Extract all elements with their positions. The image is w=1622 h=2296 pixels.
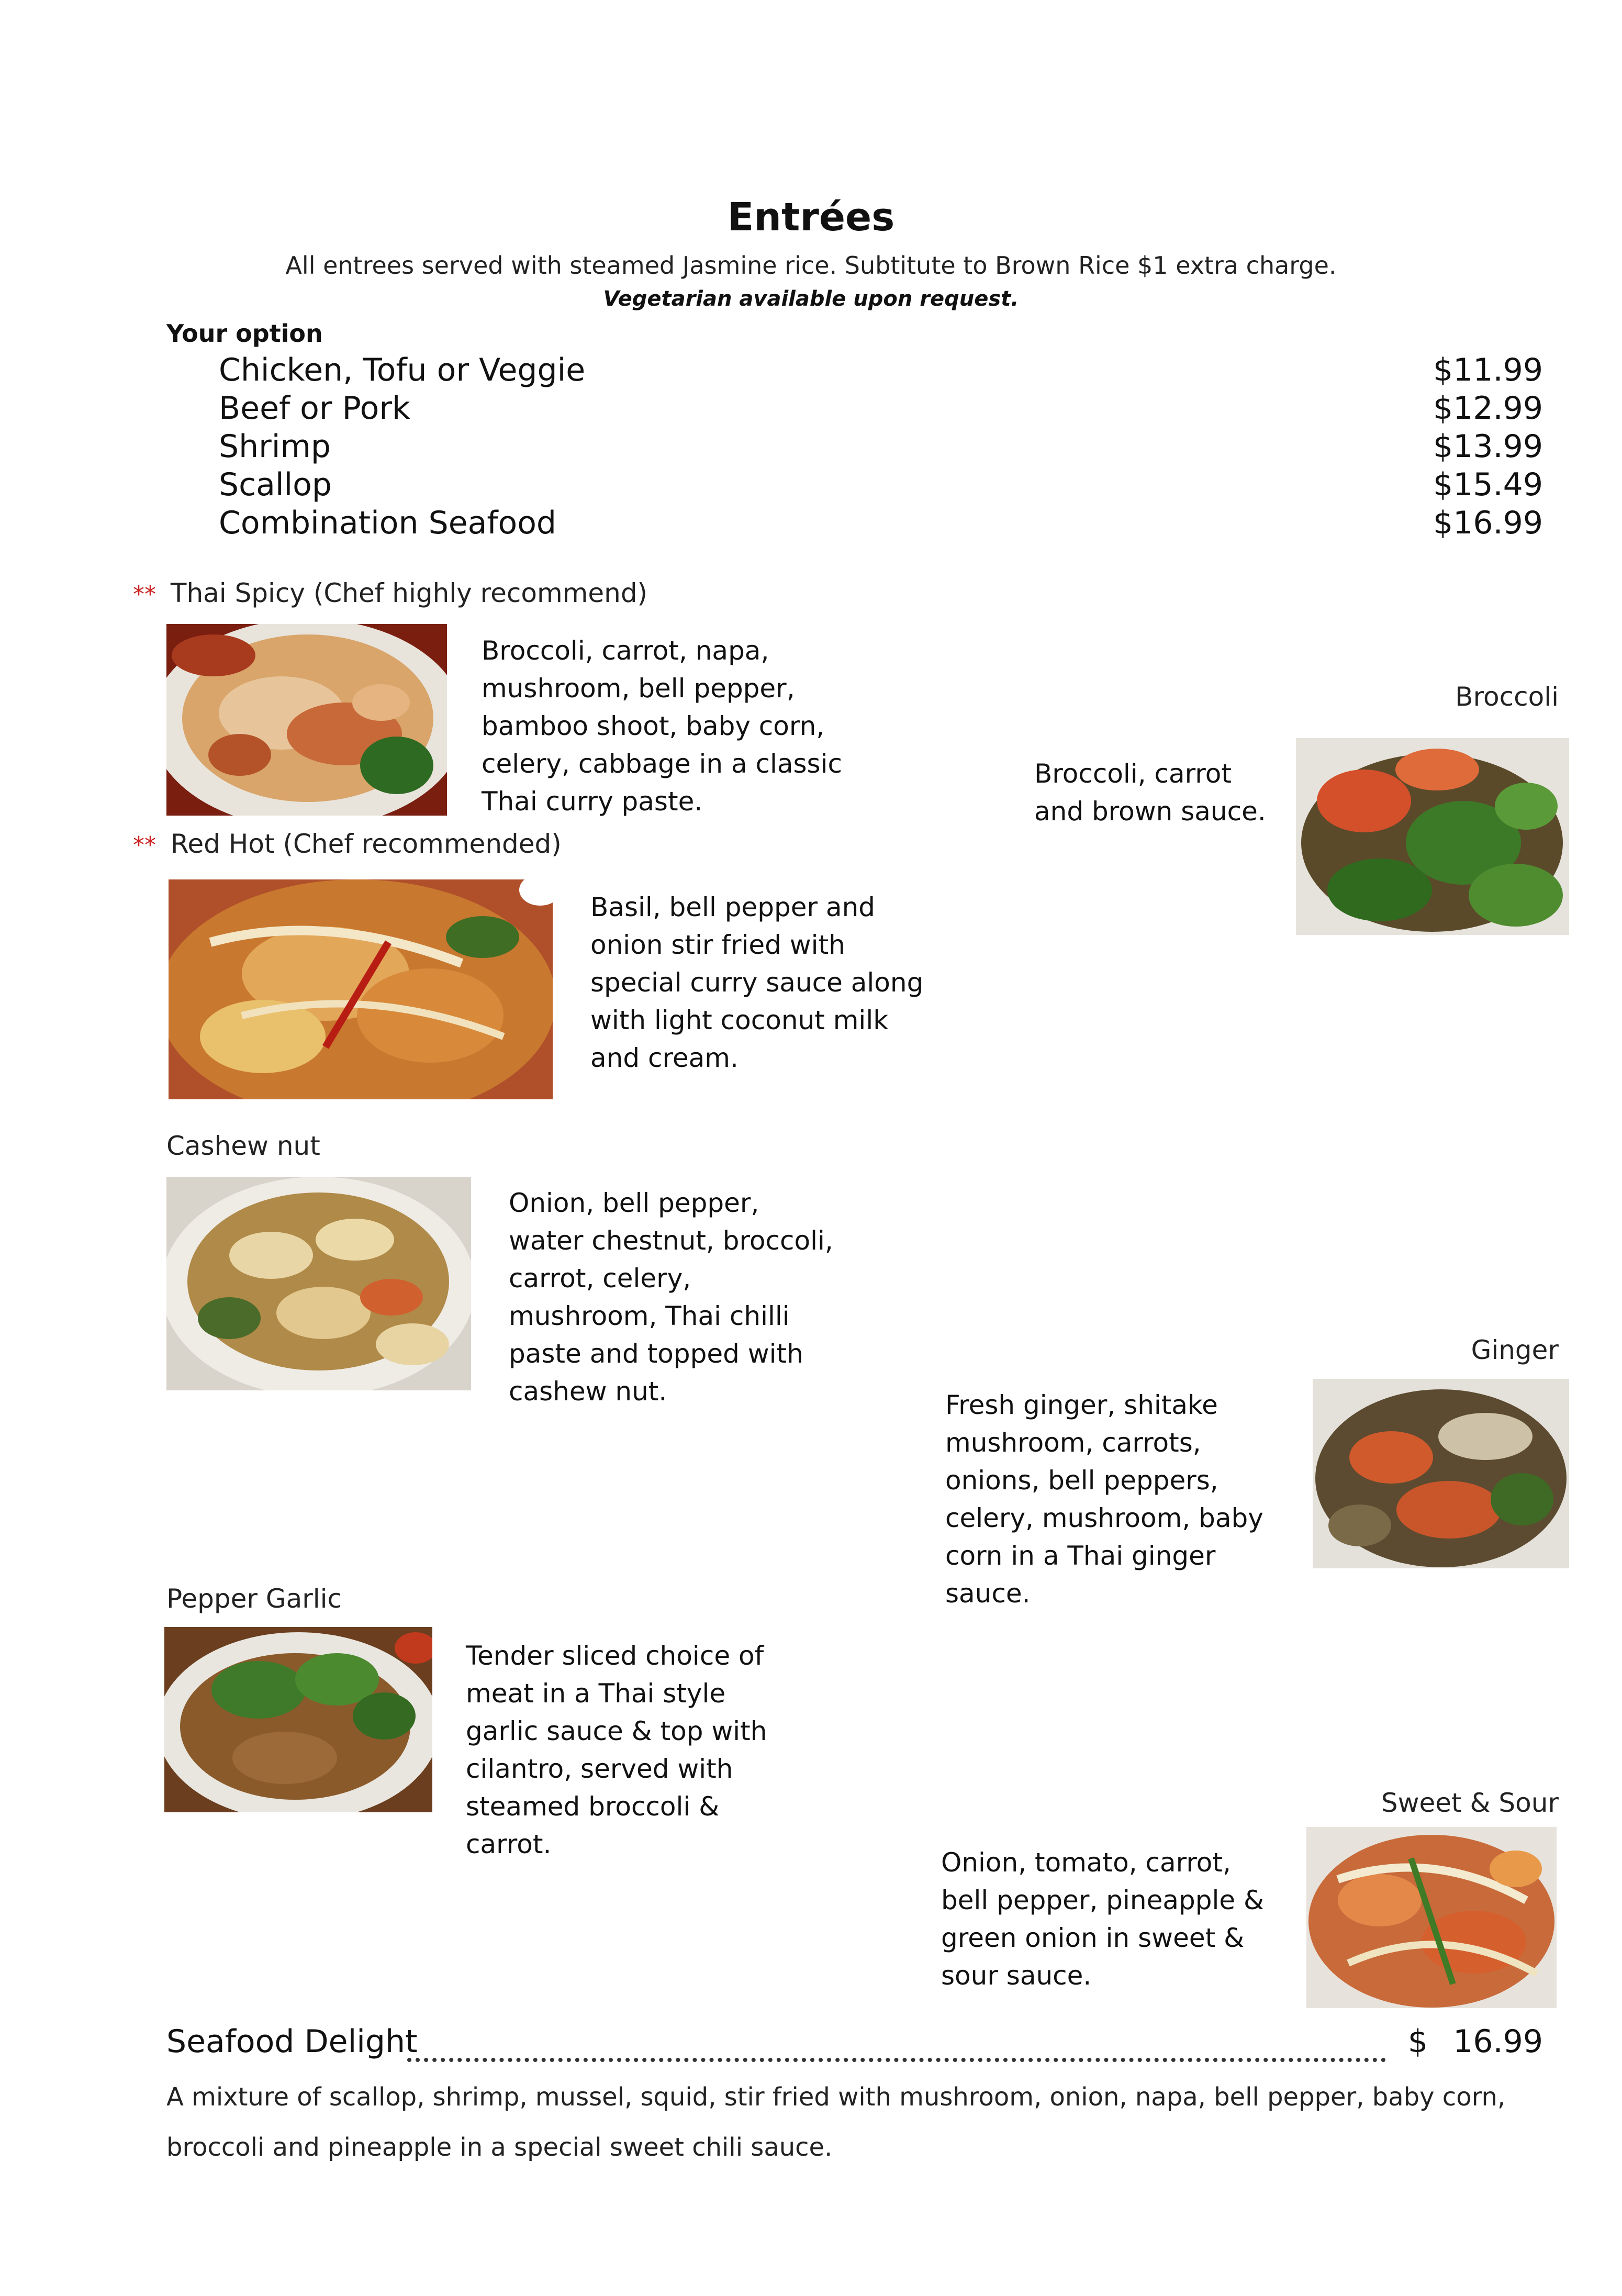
broccoli-photo — [1296, 738, 1569, 935]
pepper-garlic-description — [466, 1637, 832, 1863]
desc-line: A mixture of scallop, shrimp, mussel, squid, stir fried with mushroom, onion, napa, bell pepper, baby corn, — [166, 2082, 1506, 2112]
option-row — [219, 466, 1543, 505]
sweet-sour-description — [941, 1844, 1307, 1994]
desc-line: onion stir fried with — [590, 930, 845, 960]
broccoli-description — [1034, 755, 1327, 830]
option-name: Beef or Pork — [219, 390, 410, 427]
dish-heading-broccoli: Broccoli — [1455, 682, 1559, 712]
pepper-garlic-photo — [164, 1627, 432, 1812]
chef-recommend-marker: ** — [133, 832, 156, 859]
desc-line: paste and topped with — [509, 1339, 803, 1369]
desc-line: steamed broccoli & — [466, 1791, 720, 1822]
option-price: $13.99 — [1433, 428, 1543, 465]
desc-line: Tender sliced choice of — [466, 1641, 764, 1671]
dish-name: Red Hot (Chef recommended) — [170, 829, 562, 859]
cashew-nut-description — [509, 1184, 907, 1410]
sweet-sour-photo — [1306, 1827, 1557, 2008]
seafood-delight-price: 16.99 — [1453, 2023, 1543, 2060]
your-option-label: Your option — [166, 319, 323, 348]
ginger-photo — [1313, 1379, 1569, 1568]
option-name: Scallop — [219, 466, 332, 503]
option-price: $11.99 — [1433, 352, 1543, 388]
dish-name: Thai Spicy (Chef highly recommend) — [170, 578, 648, 608]
desc-line: celery, mushroom, baby — [945, 1503, 1263, 1533]
option-row — [219, 505, 1543, 543]
desc-line: Broccoli, carrot — [1034, 759, 1232, 789]
dish-heading-sweet-sour: Sweet & Sour — [1381, 1788, 1559, 1818]
option-name: Combination Seafood — [219, 505, 556, 541]
desc-line: bamboo shoot, baby corn, — [482, 711, 825, 741]
desc-line: mushroom, bell pepper, — [482, 673, 795, 704]
desc-line: water chestnut, broccoli, — [509, 1225, 833, 1256]
desc-line: carrot. — [466, 1829, 552, 1859]
desc-line: carrot, celery, — [509, 1263, 691, 1294]
cashew-nut-photo — [166, 1177, 471, 1390]
thai-spicy-description — [482, 632, 879, 820]
dish-heading-cashew-nut: Cashew nut — [166, 1131, 320, 1161]
desc-line: cashew nut. — [509, 1376, 667, 1407]
desc-line: mushroom, carrots, — [945, 1428, 1201, 1458]
desc-line: celery, cabbage in a classic — [482, 749, 842, 779]
desc-line: onions, bell peppers, — [945, 1465, 1218, 1496]
desc-line: special curry sauce along — [590, 967, 924, 998]
option-name: Chicken, Tofu or Veggie — [219, 352, 586, 388]
option-price: $16.99 — [1433, 505, 1543, 541]
dish-heading-pepper-garlic: Pepper Garlic — [166, 1584, 342, 1614]
desc-line: mushroom, Thai chilli — [509, 1301, 790, 1331]
desc-line: Fresh ginger, shitake — [945, 1390, 1218, 1420]
rice-note: All entrees served with steamed Jasmine rice. Subtitute to Brown Rice $1 extra charge. — [285, 251, 1337, 280]
currency-symbol: $ — [1407, 2023, 1428, 2060]
desc-line: garlic sauce & top with — [466, 1716, 767, 1746]
dish-heading-red-hot — [133, 829, 562, 859]
desc-line: and cream. — [590, 1043, 739, 1073]
option-price: $15.49 — [1433, 466, 1543, 503]
vegetarian-note: Vegetarian available upon request. — [603, 287, 1019, 311]
ginger-description — [945, 1386, 1312, 1612]
seafood-delight-row — [166, 2023, 1543, 2065]
red-hot-description — [590, 888, 957, 1077]
option-row — [219, 428, 1543, 466]
page-title: Entrées — [727, 195, 895, 240]
desc-line: bell pepper, pineapple & — [941, 1885, 1264, 1915]
option-row — [219, 390, 1543, 428]
option-name: Shrimp — [219, 428, 331, 465]
red-hot-photo — [169, 879, 553, 1099]
desc-line: Broccoli, carrot, napa, — [482, 636, 769, 666]
desc-line: sauce. — [945, 1578, 1031, 1609]
desc-line: and brown sauce. — [1034, 796, 1266, 827]
desc-line: Onion, tomato, carrot, — [941, 1847, 1231, 1878]
desc-line: sour sauce. — [941, 1960, 1092, 1991]
seafood-delight-name: Seafood Delight — [166, 2023, 418, 2060]
desc-line: with light coconut milk — [590, 1005, 889, 1035]
seafood-delight-description — [166, 2072, 1580, 2172]
desc-line: Onion, bell pepper, — [509, 1188, 759, 1218]
thai-spicy-photo — [166, 624, 447, 816]
desc-line: Basil, bell pepper and — [590, 892, 875, 922]
dish-heading-thai-spicy — [133, 578, 647, 608]
desc-line: broccoli and pineapple in a special sweet chili sauce. — [166, 2133, 833, 2162]
option-row — [219, 352, 1543, 390]
leader-dots — [407, 2037, 1386, 2062]
desc-line: cilantro, served with — [466, 1754, 733, 1784]
desc-line: corn in a Thai ginger — [945, 1541, 1216, 1571]
chef-recommend-marker: ** — [133, 581, 156, 608]
desc-line: Thai curry paste. — [482, 786, 703, 817]
desc-line: green onion in sweet & — [941, 1923, 1245, 1953]
dish-heading-ginger: Ginger — [1471, 1335, 1559, 1365]
option-price: $12.99 — [1433, 390, 1543, 427]
desc-line: meat in a Thai style — [466, 1678, 726, 1709]
